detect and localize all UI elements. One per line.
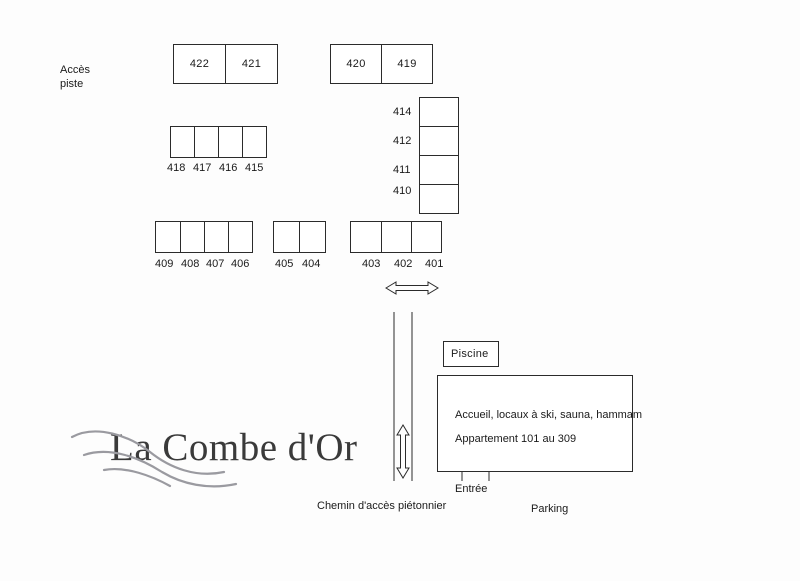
parking-label: Parking xyxy=(531,503,569,515)
unit-422[interactable]: 422 xyxy=(173,44,226,84)
unit-414[interactable] xyxy=(419,97,459,127)
unit-label-401: 401 xyxy=(425,258,444,270)
entrance-label: Entrée xyxy=(455,483,488,495)
unit-label-402: 402 xyxy=(394,258,413,270)
unit-label-408: 408 xyxy=(181,258,200,270)
unit-402[interactable] xyxy=(381,221,412,253)
unit-label-404: 404 xyxy=(302,258,321,270)
unit-label-409: 409 xyxy=(155,258,174,270)
unit-421[interactable]: 421 xyxy=(225,44,278,84)
unit-label-412: 412 xyxy=(393,135,412,147)
main-building-line1: Accueil, locaux à ski, sauna, hammam xyxy=(455,409,643,421)
unit-409[interactable] xyxy=(155,221,181,253)
unit-403[interactable] xyxy=(350,221,382,253)
label-acces-piste-line2: piste xyxy=(60,78,84,90)
unit-label-407: 407 xyxy=(206,258,225,270)
unit-417[interactable] xyxy=(194,126,219,158)
building-block-418-415[interactable] xyxy=(170,126,270,158)
junction-arrow xyxy=(386,282,438,294)
main-building-line2: Appartement 101 au 309 xyxy=(455,433,577,445)
unit-415[interactable] xyxy=(242,126,267,158)
building-block-405-404[interactable] xyxy=(273,221,326,253)
pool-label: Piscine xyxy=(451,348,489,360)
unit-label-403: 403 xyxy=(362,258,381,270)
logo-wordmark: La Combe d'Or xyxy=(110,426,358,469)
unit-408[interactable] xyxy=(180,221,205,253)
unit-412[interactable] xyxy=(419,126,459,156)
building-block-414-410[interactable] xyxy=(419,97,459,214)
unit-405[interactable] xyxy=(273,221,300,253)
building-block-409-406[interactable] xyxy=(155,221,256,253)
unit-416[interactable] xyxy=(218,126,243,158)
unit-label-405: 405 xyxy=(275,258,294,270)
unit-410[interactable] xyxy=(419,184,459,214)
unit-label-410: 410 xyxy=(393,185,412,197)
building-block-420-419[interactable] xyxy=(330,44,433,84)
unit-418[interactable] xyxy=(170,126,195,158)
unit-411[interactable] xyxy=(419,155,459,185)
unit-419[interactable]: 419 xyxy=(381,44,433,84)
unit-label-416: 416 xyxy=(219,162,238,174)
footpath-label: Chemin d'accès piétonnier xyxy=(317,500,447,512)
main-building[interactable] xyxy=(437,375,643,472)
footpath-arrow xyxy=(397,425,409,478)
unit-420[interactable]: 420 xyxy=(330,44,382,84)
building-block-403-401[interactable] xyxy=(350,221,444,253)
unit-401[interactable] xyxy=(411,221,442,253)
unit-label-418: 418 xyxy=(167,162,186,174)
unit-label-414: 414 xyxy=(393,106,412,118)
unit-407[interactable] xyxy=(204,221,229,253)
unit-label-406: 406 xyxy=(231,258,250,270)
building-block-422-421[interactable] xyxy=(173,44,278,84)
unit-404[interactable] xyxy=(299,221,326,253)
unit-label-417: 417 xyxy=(193,162,212,174)
unit-406[interactable] xyxy=(228,221,253,253)
pool-box[interactable] xyxy=(443,341,499,367)
unit-label-411: 411 xyxy=(393,164,411,176)
unit-label-415: 415 xyxy=(245,162,264,174)
label-acces-piste-line1: Accès xyxy=(60,64,90,76)
